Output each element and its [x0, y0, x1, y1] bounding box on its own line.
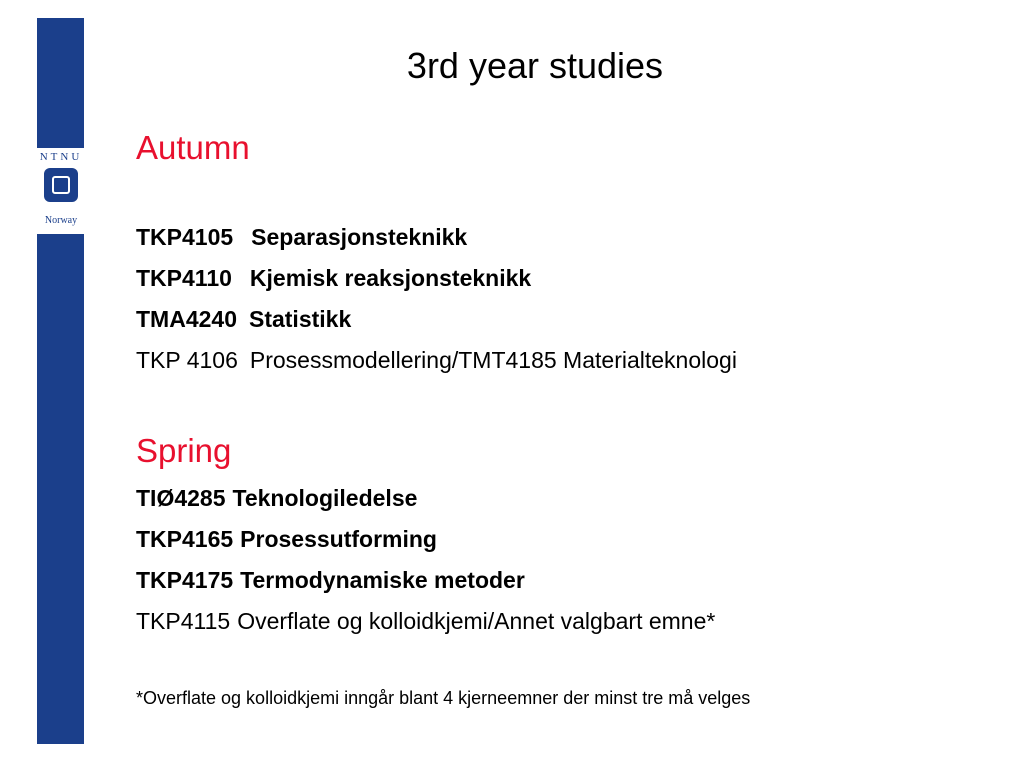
course-code: TIØ4285	[136, 485, 226, 511]
course-name: Prosessutforming	[240, 526, 437, 552]
course-code: TMA4240	[136, 306, 237, 332]
course-code: TKP4115	[136, 608, 231, 634]
logo-bottom-text: Norway	[44, 215, 78, 226]
spring-heading: Spring	[136, 432, 232, 469]
logo-top-text: NTNU	[39, 151, 83, 163]
autumn-course-4	[136, 345, 737, 375]
course-code: TKP4175	[136, 567, 234, 593]
autumn-course-2	[136, 263, 531, 293]
course-name: Statistikk	[248, 306, 352, 332]
autumn-course-1	[136, 222, 467, 252]
course-code: TKP4110	[136, 265, 232, 291]
course-name: Overflate og kolloidkjemi/Annet valgbart emne*	[237, 608, 716, 634]
course-name: Teknologiledelse	[232, 485, 418, 511]
course-name: Termodynamiske metoder	[240, 567, 525, 593]
spring-course-2	[136, 524, 437, 554]
spring-course-3	[136, 565, 525, 595]
slide-title: 3rd year studies	[406, 45, 664, 86]
course-code: TKP4165	[136, 526, 234, 552]
course-name: Separasjonsteknikk	[251, 224, 468, 250]
autumn-course-3	[136, 304, 351, 334]
sidebar-stripe	[37, 18, 84, 744]
course-name: Prosessmodellering/TMT4185 Materialteknologi	[249, 347, 737, 373]
course-name: Kjemisk reaksjonsteknikk	[249, 265, 532, 291]
course-code: TKP 4106	[136, 347, 238, 373]
autumn-heading: Autumn	[136, 129, 250, 166]
ntnu-logo	[32, 148, 90, 234]
logo-emblem-icon	[44, 168, 78, 202]
spring-course-1	[136, 483, 417, 513]
footnote: *Overflate og kolloidkjemi inngår blant 4 kjerneemner der minst tre må velges	[136, 688, 751, 708]
spring-course-4	[136, 606, 715, 636]
course-code: TKP4105	[136, 224, 234, 250]
